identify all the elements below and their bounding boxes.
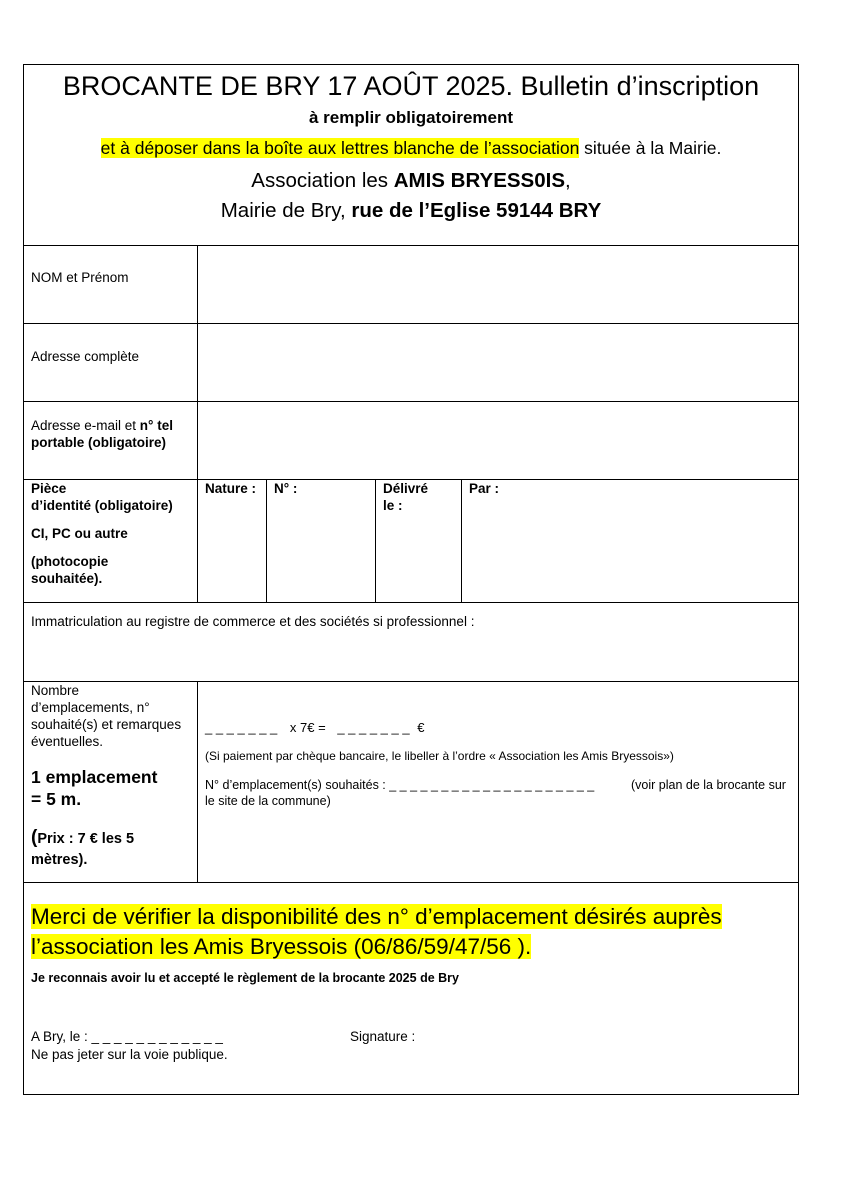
contact-label-mobile: portable (obligatoire): [31, 435, 166, 450]
spots-label-line: souhaité(s) et remarques: [31, 717, 182, 732]
spots-row: [24, 682, 798, 883]
id-number-field[interactable]: [267, 480, 375, 602]
id-by-field[interactable]: [462, 480, 798, 602]
id-number-label: N° :: [274, 481, 298, 496]
form-header: [24, 65, 798, 246]
plan-note-line1: (voir plan de la brocante sur: [631, 778, 786, 792]
availability-notice: [31, 902, 722, 962]
spots-label-line: éventuelles.: [31, 734, 104, 749]
id-label-line: Pièce: [31, 481, 67, 496]
spot-price-multiplier: x 7€ =: [289, 720, 326, 735]
cheque-note: (Si paiement par chèque bancaire, le libeller à l’ordre « Association les Amis Bryessois»): [205, 749, 674, 763]
plan-note-line2: le site de la commune): [205, 794, 331, 808]
contact-label-phone: n° tel: [139, 418, 173, 433]
rules-acknowledgment: Je reconnais avoir lu et accepté le règlement de la brocante 2025 de Bry: [31, 971, 459, 985]
id-nature-field[interactable]: [198, 480, 266, 602]
price-line: mètres).: [31, 852, 88, 868]
assoc-suffix: ,: [565, 169, 571, 192]
id-by-label: Par :: [469, 481, 500, 496]
contact-field[interactable]: [198, 402, 798, 479]
deposit-rest: située à la Mairie.: [579, 138, 722, 158]
deposit-instructions: [24, 137, 798, 159]
signature-field[interactable]: Signature :: [350, 1029, 416, 1044]
spots-label-line: Nombre: [31, 683, 80, 698]
spot-numbers-field[interactable]: N° d’emplacement(s) souhaités : _ _ _ _ _ _ _ _ _ _ _ _ _ _ _ _ _ _ _ _: [205, 778, 595, 792]
mandatory-note: à remplir obligatoirement: [308, 108, 514, 127]
id-issued-line: le :: [383, 498, 403, 513]
no-littering-note: Ne pas jeter sur la voie publique.: [31, 1047, 228, 1062]
id-label-line: d’identité (obligatoire): [31, 498, 173, 513]
contact-row: [24, 402, 798, 480]
form-footer: [24, 883, 798, 1094]
id-label-line: (photocopie: [31, 554, 109, 569]
currency-symbol: €: [417, 720, 425, 735]
assoc-name: AMIS BRYESS0IS: [393, 169, 565, 192]
spot-size-line: 1 emplacement: [31, 767, 158, 787]
spots-label: [31, 682, 181, 750]
id-issued-line: Délivré: [383, 481, 429, 496]
contact-label-prefix: Adresse e-mail et: [31, 418, 140, 433]
address-field[interactable]: [198, 324, 798, 401]
place-date-field[interactable]: A Bry, le : _ _ _ _ _ _ _ _ _ _ _ _: [31, 1029, 223, 1044]
address-label: Adresse complète: [31, 349, 140, 364]
association-line: [24, 168, 798, 194]
spot-size-note: [31, 766, 157, 810]
spot-total-blank[interactable]: _ _ _ _ _ _ _: [337, 720, 410, 735]
availability-line: Merci de vérifier la disponibilité des n° d’emplacement désirés auprès: [31, 904, 722, 929]
id-label-line: souhaitée).: [31, 571, 103, 586]
price-line: Prix : 7 € les 5: [37, 831, 135, 847]
column-divider: [197, 682, 198, 882]
registration-form: [23, 64, 799, 1095]
address-prefix: Mairie de Bry,: [220, 199, 352, 222]
spot-count-blank[interactable]: _ _ _ _ _ _ _: [205, 720, 278, 735]
spot-size-line: = 5 m.: [31, 789, 82, 809]
address-street: rue de l’Eglise 59144 BRY: [351, 199, 602, 222]
id-issued-field[interactable]: [376, 480, 461, 602]
form-title: BROCANTE DE BRY 17 AOÛT 2025. Bulletin d’inscription: [62, 71, 760, 101]
assoc-prefix: Association les: [251, 169, 394, 192]
name-row: [24, 245, 798, 324]
name-label: NOM et Prénom: [31, 270, 129, 285]
contact-label: [31, 417, 173, 451]
id-row: [24, 480, 798, 603]
spot-calc-line: [205, 720, 424, 736]
availability-line: l’association les Amis Bryessois (06/86/59/47/56 ).: [31, 934, 532, 959]
address-line: [24, 198, 798, 224]
registry-row[interactable]: [24, 603, 798, 682]
spots-label-line: d’emplacements, n°: [31, 700, 150, 715]
price-paren: (: [31, 827, 38, 848]
name-field[interactable]: [198, 245, 798, 323]
registry-label: Immatriculation au registre de commerce et des sociétés si professionnel :: [31, 614, 475, 629]
id-issued-label: [383, 480, 428, 514]
id-label-line: CI, PC ou autre: [31, 526, 128, 541]
id-nature-label: Nature :: [205, 481, 257, 496]
deposit-highlight: et à déposer dans la boîte aux lettres blanche de l’association: [100, 138, 580, 158]
id-label: [31, 480, 173, 587]
address-row: [24, 324, 798, 402]
price-note: [31, 827, 134, 871]
